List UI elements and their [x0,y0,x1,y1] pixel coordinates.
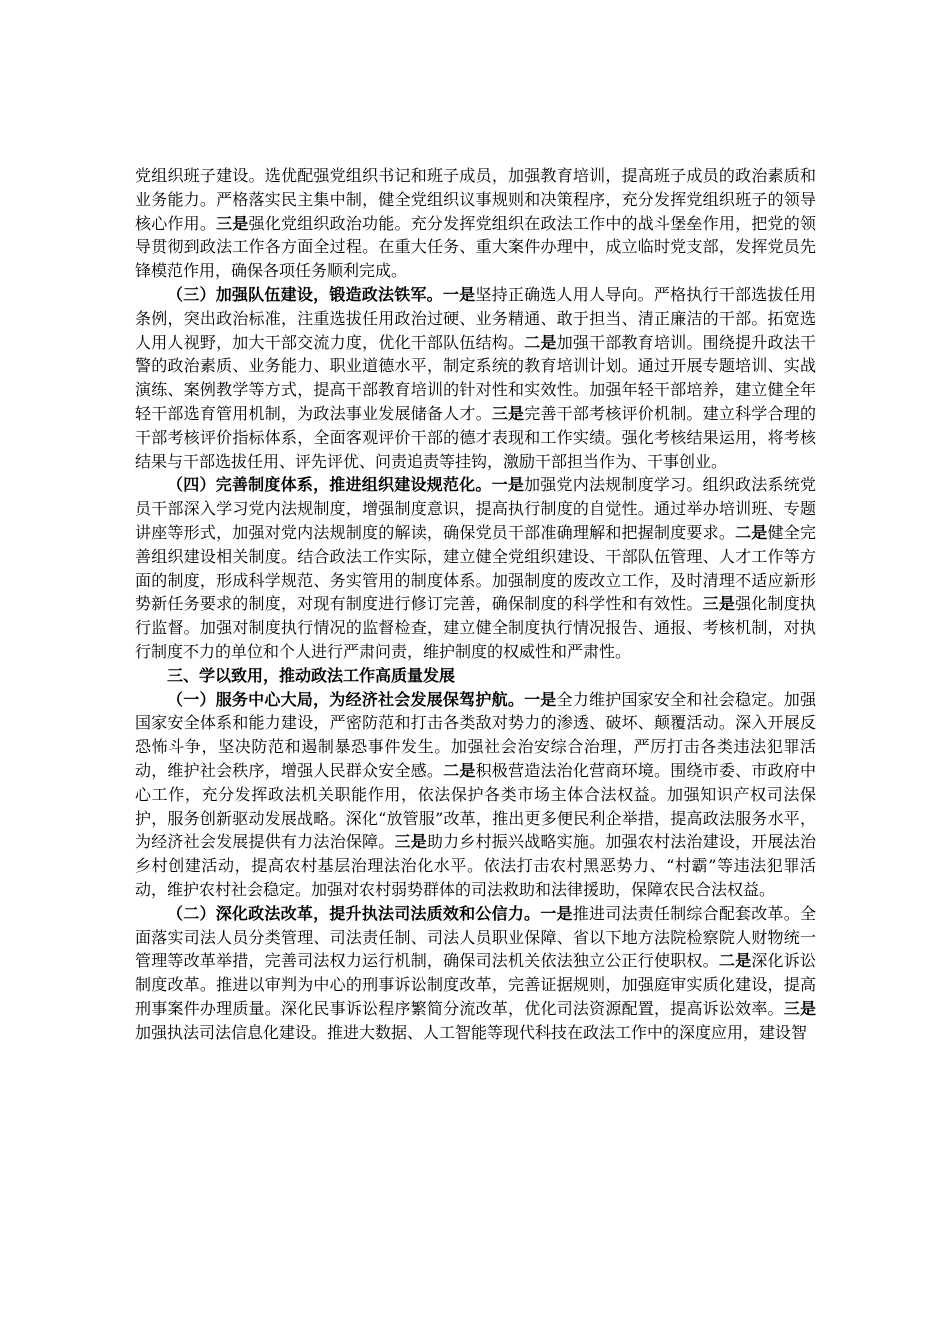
bold-run: （二）深化政法改革，提升执法司法质效和公信力。 [167,903,541,923]
bold-run: （一）服务中心大局，为经济社会发展保驾护航。 [167,689,525,709]
bold-run: 二是 [718,951,752,971]
bold-run: 一是 [540,903,573,923]
body-paragraph [135,902,816,1045]
bold-run: 三是 [783,998,816,1018]
body-paragraph [135,164,816,283]
bold-run: 三是 [491,403,525,423]
body-paragraph [135,283,816,473]
bold-run: 二是 [735,522,768,542]
document-page [135,164,816,1044]
text-run: 加强党内法规制度学习。组织政法系统党员干部深入学习党内法规制度，增强制度意识，提高执行制度的自觉性。通过举办培训班、专题讲座等形式，加强对党内法规制度的解读，确保党员干部准确理解和把握制度要求。 [135,475,816,542]
body-paragraph [135,688,816,902]
text-run: 健全完善组织建设相关制度。结合政法工作实际，建立健全党组织建设、干部队伍管理、人才工作等方面的制度，形成科学规范、务实管用的制度体系。加强制度的废改立工作，及时清理不适应新形势新任务要求的制度，对现有制度进行修订完善，确保制度的科学性和有效性。 [135,522,816,614]
bold-run: 二是 [524,332,557,352]
bold-run: 二是 [443,760,476,780]
bold-run: （三）加强队伍建设，锻造政法铁军。 [167,284,443,304]
bold-run: 三是 [394,832,427,852]
body-paragraph [135,473,816,663]
bold-run: 三是 [216,213,249,233]
text-run: 全力维护国家安全和社会稳定。加强国家安全体系和能力建设，严密防范和打击各类敌对势力的渗透、破坏、颠覆活动。深入开展反恐怖斗争，坚决防范和遏制暴恐事件发生。加强社会治安综合治理，严厉打击各类违法犯罪活动，维护社会秩序，增强人民群众安全感。 [135,689,816,780]
text-run: 助力乡村振兴战略实施。加强农村法治建设，开展法治乡村创建活动，提高农村基层治理法治化水平。依法打击农村黑恶势力、“村霸”等违法犯罪活动，维护农村社会稳定。加强对农村弱势群体的司法救助和法律援助，保障农民合法权益。 [135,832,816,899]
bold-run: （四）完善制度体系，推进组织建设规范化。 [167,475,492,495]
section-heading [135,664,816,688]
bold-run: 三是 [702,594,736,614]
bold-run: 一是 [524,689,557,709]
text-run: 三、学以致用，推动政法工作高质量发展 [167,665,456,685]
text-run: 坚持正确选人用人导向。严格执行干部选拔任用条例，突出政治标准，注重选拔任用政治过硬、业务精通、敢于担当、清正廉洁的干部。拓宽选人用人视野，加大干部交流力度，优化干部队伍结构。 [135,284,816,352]
text-run: 党组织班子建设。选优配强党组织书记和班子成员，加强教育培训，提高班子成员的政治素质和业务能力。严格落实民主集中制，健全党组织议事规则和决策程序，充分发挥党组织班子的领导核心作用。 [135,166,816,233]
text-run: 推进司法责任制综合配套改革。全面落实司法人员分类管理、司法责任制、司法人员职业保障、省以下地方法院检察院人财物统一管理等改革举措，完善司法权力运行机制，确保司法机关依法独立公正行使职权。 [135,903,816,971]
text-run: 强化制度执行监督。加强对制度执行情况的监督检查，建立健全制度执行情况报告、通报、考核机制，对执行制度不力的单位和个人进行严肃问责，维护制度的权威性和严肃性。 [135,594,816,661]
bold-run: 一是 [442,284,476,304]
text-run: 加强干部教育培训。围绕提升政法干警的政治素质、业务能力、职业道德水平，制定系统的教育培训计划。通过开展专题培训、实战演练、案例教学等方式，提高干部教育培训的针对性和实效性。加强年轻干部培养，建立健全年轻干部选育管用机制，为政法事业发展储备人才。 [135,332,816,423]
text-run: 深化诉讼制度改革。推进以审判为中心的刑事诉讼制度改革，完善证据规则，加强庭审实质化建设，提高刑事案件办理质量。深化民事诉讼程序繁简分流改革，优化司法资源配置，提高诉讼效率。 [135,951,816,1018]
text-run: 积极营造法治化营商环境。围绕市委、市政府中心工作，充分发挥政法机关职能作用，依法保护各类市场主体合法权益。加强知识产权司法保护，服务创新驱动发展战略。深化“放管服”改革，推出更多便民利企举措，提高政法服务水平，为经济社会发展提供有力法治保障。 [135,760,816,852]
text-run: 强化党组织政治功能。充分发挥党组织在政法工作中的战斗堡垒作用，把党的领导贯彻到政法工作各方面全过程。在重大任务、重大案件办理中，成立临时党支部，发挥党员先锋模范作用，确保各项任务顺利完成。 [135,213,816,281]
bold-run: 一是 [491,475,525,495]
text-run: 完善干部考核评价机制。建立科学合理的干部考核评价指标体系，全面客观评价干部的德才表现和工作实绩。强化考核结果运用，将考核结果与干部选拔任用、评先评优、问责追责等挂钩，激励干部担当作为、干事创业。 [135,403,816,471]
text-run: 加强执法司法信息化建设。推进大数据、人工智能等现代科技在政法工作中的深度应用，建设智 [135,1022,808,1042]
